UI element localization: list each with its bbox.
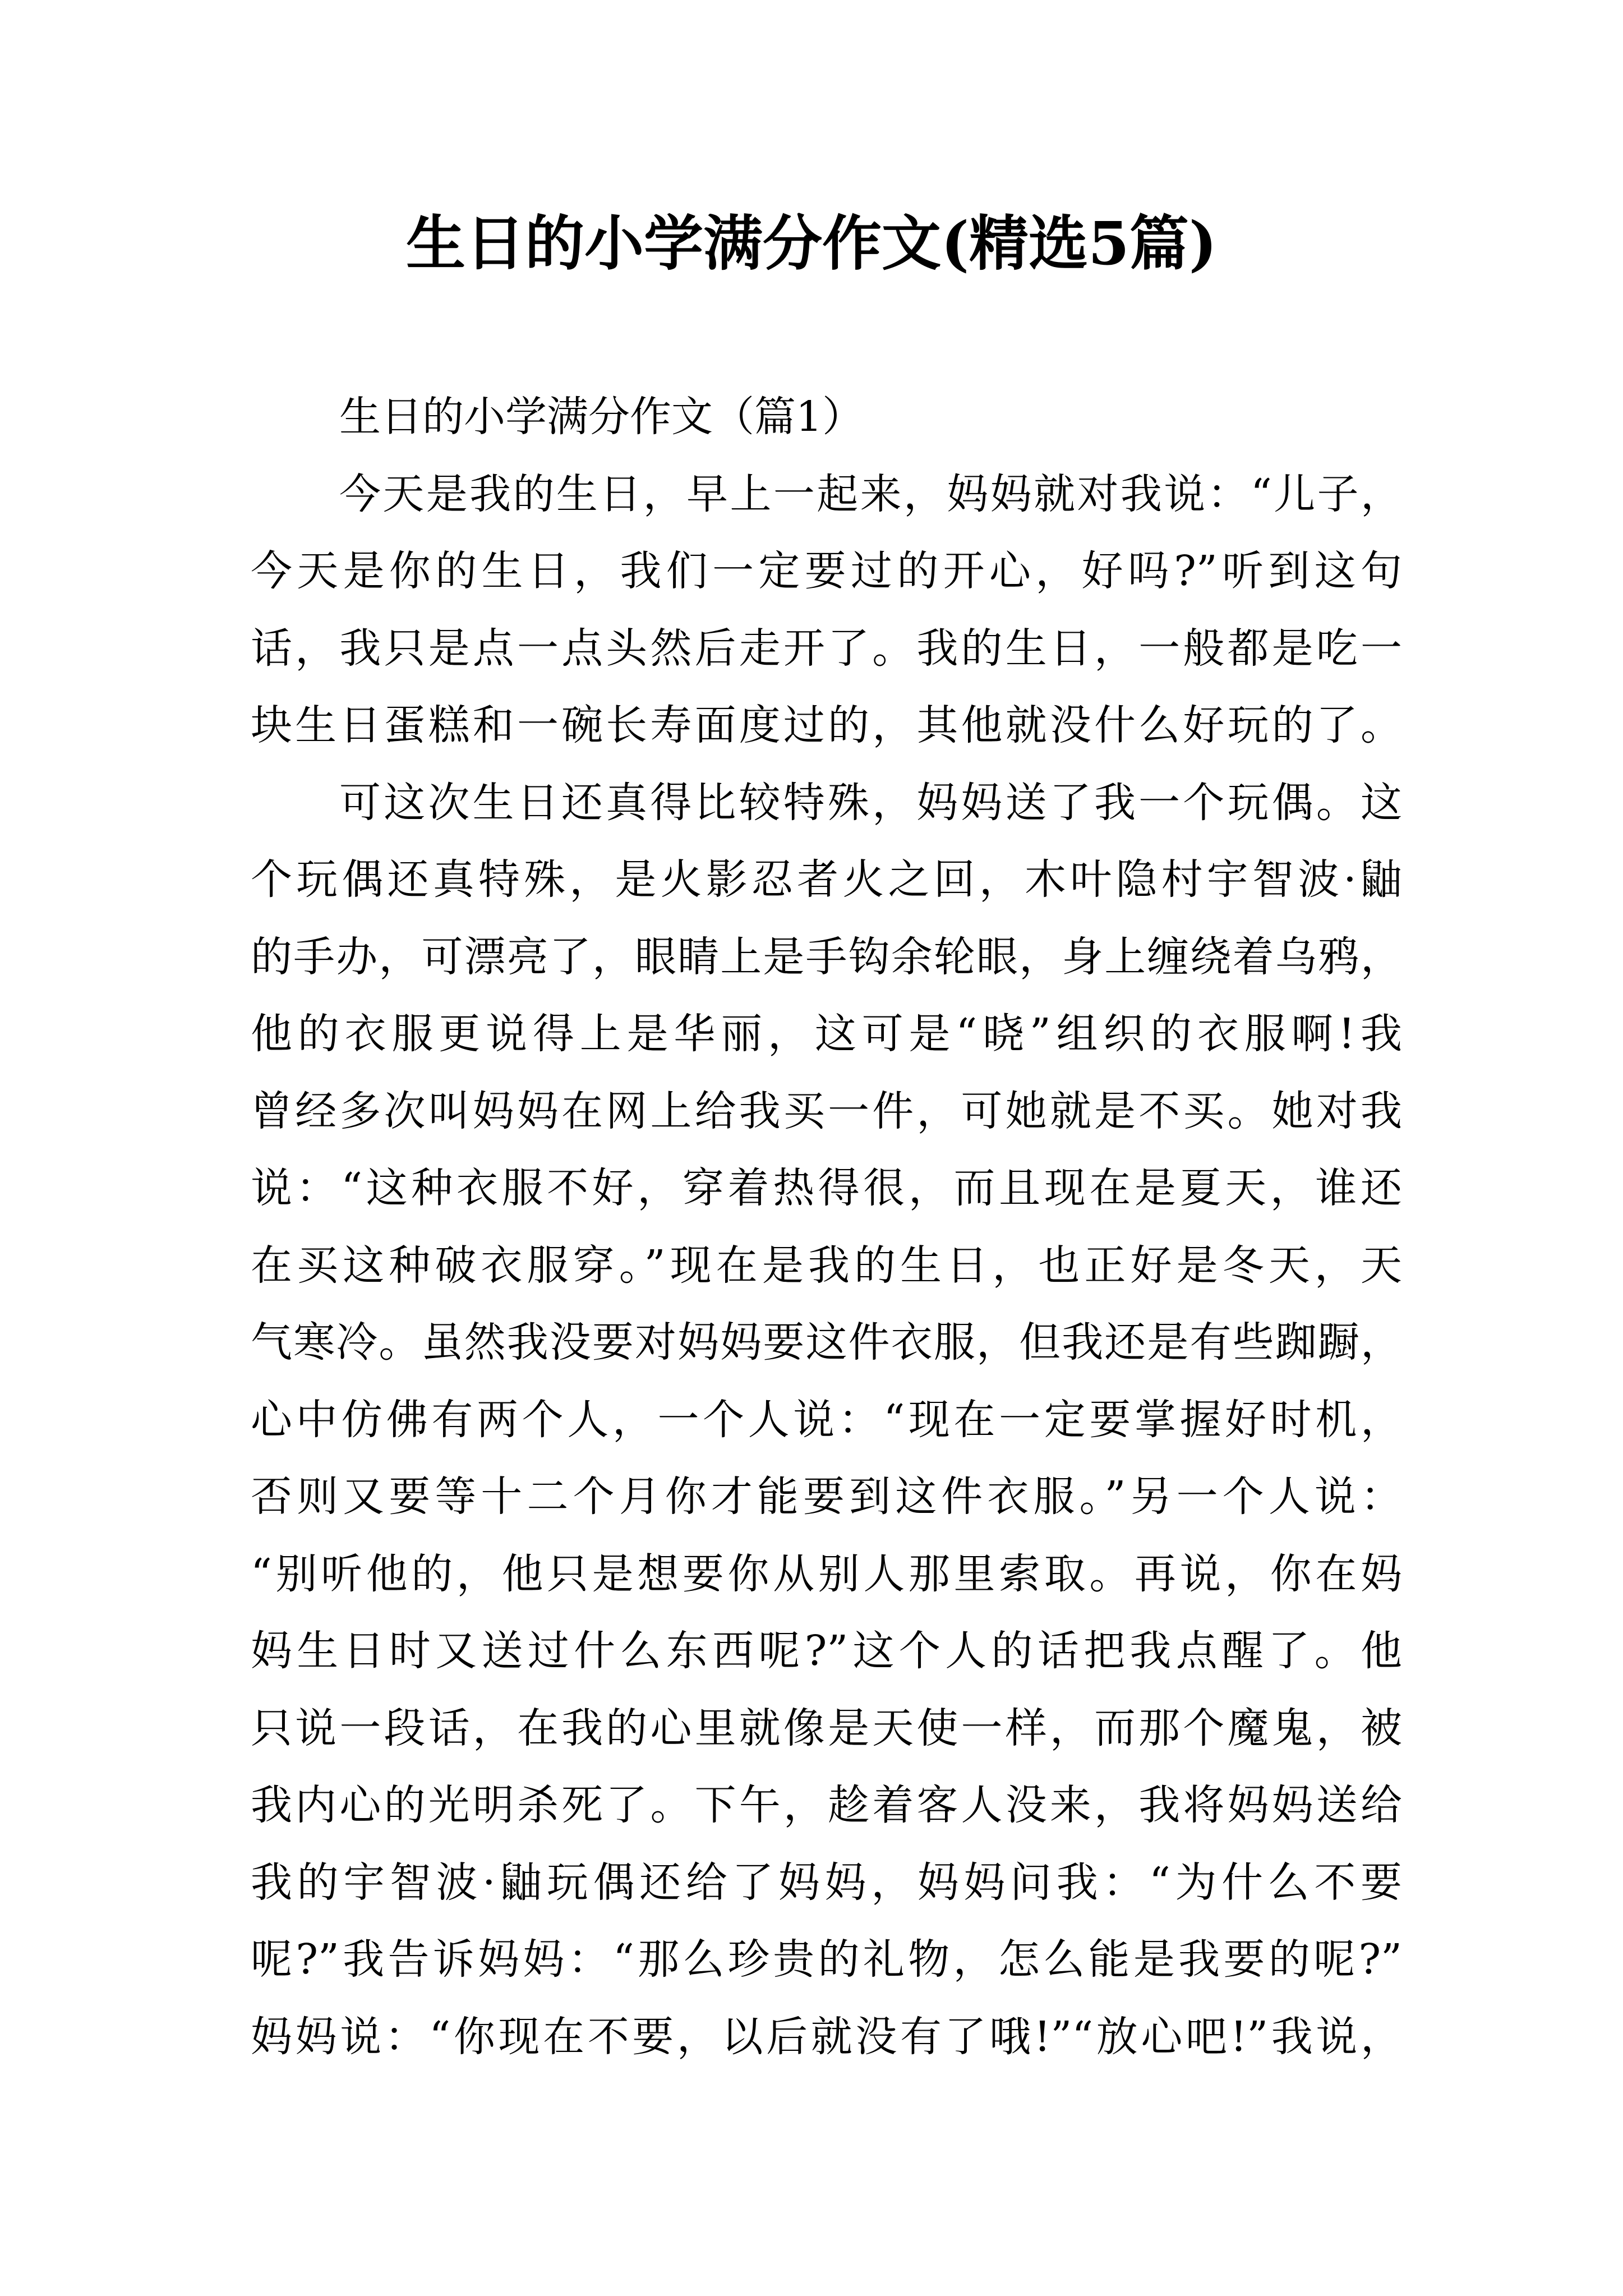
text-line: 妈生日时又送过什么东西呢?”这个人的话把我点醒了。他 [251,1627,1402,1675]
text-line: 气寒冷。虽然我没要对妈妈要这件衣服，但我还是有些踟蹰， [251,1318,1402,1366]
text-line: 话，我只是点一点头然后走开了。我的生日，一般都是吃一 [251,624,1402,673]
text-line: 心中仿佛有两个人，一个人说：“现在一定要掌握好时机， [251,1395,1402,1444]
text-line: 今天是你的生日，我们一定要过的开心，好吗?”听到这句 [251,547,1402,595]
section-heading: 生日的小学满分作文（篇1） [339,393,864,441]
text-line: 否则又要等十二个月你才能要到这件衣服。”另一个人说： [251,1473,1402,1521]
text-line: 只说一段话，在我的心里就像是天使一样，而那个魔鬼，被 [251,1704,1402,1752]
text-line: 的手办，可漂亮了，眼睛上是手钩余轮眼，身上缠绕着乌鸦， [251,932,1402,981]
text-line: 说：“这种衣服不好，穿着热得很，而且现在是夏天，谁还 [251,1164,1402,1212]
text-line: 我的宇智波·鼬玩偶还给了妈妈，妈妈问我：“为什么不要 [251,1858,1402,1907]
text-line: 今天是我的生日，早上一起来，妈妈就对我说：“儿子， [339,470,1402,518]
text-line: 呢?”我告诉妈妈：“那么珍贵的礼物，怎么能是我要的呢?” [251,1935,1402,1984]
document-body [251,379,1402,2076]
text-line: 在买这种破衣服穿。”现在是我的生日，也正好是冬天，天 [251,1241,1402,1290]
paragraph-2 [251,765,1402,2076]
text-line: 妈妈说：“你现在不要，以后就没有了哦!”“放心吧!”我说， [251,2012,1402,2061]
paragraph-1 [251,456,1402,765]
page-title: 生日的小学满分作文(精选5篇) [405,208,1218,278]
text-line: 他的衣服更说得上是华丽，这可是“晓”组织的衣服啊!我 [251,1010,1402,1058]
text-line: 我内心的光明杀死了。下午，趁着客人没来，我将妈妈送给 [251,1781,1402,1829]
text-line: “别听他的，他只是想要你从别人那里索取。再说，你在妈 [251,1549,1402,1598]
text-line: 曾经多次叫妈妈在网上给我买一件，可她就是不买。她对我 [251,1087,1402,1135]
text-line: 个玩偶还真特殊，是火影忍者火之回，木叶隐村宇智波·鼬 [251,855,1402,904]
text-line: 可这次生日还真得比较特殊，妈妈送了我一个玩偶。这 [339,778,1402,827]
text-line: 块生日蛋糕和一碗长寿面度过的，其他就没什么好玩的了。 [251,701,1402,749]
